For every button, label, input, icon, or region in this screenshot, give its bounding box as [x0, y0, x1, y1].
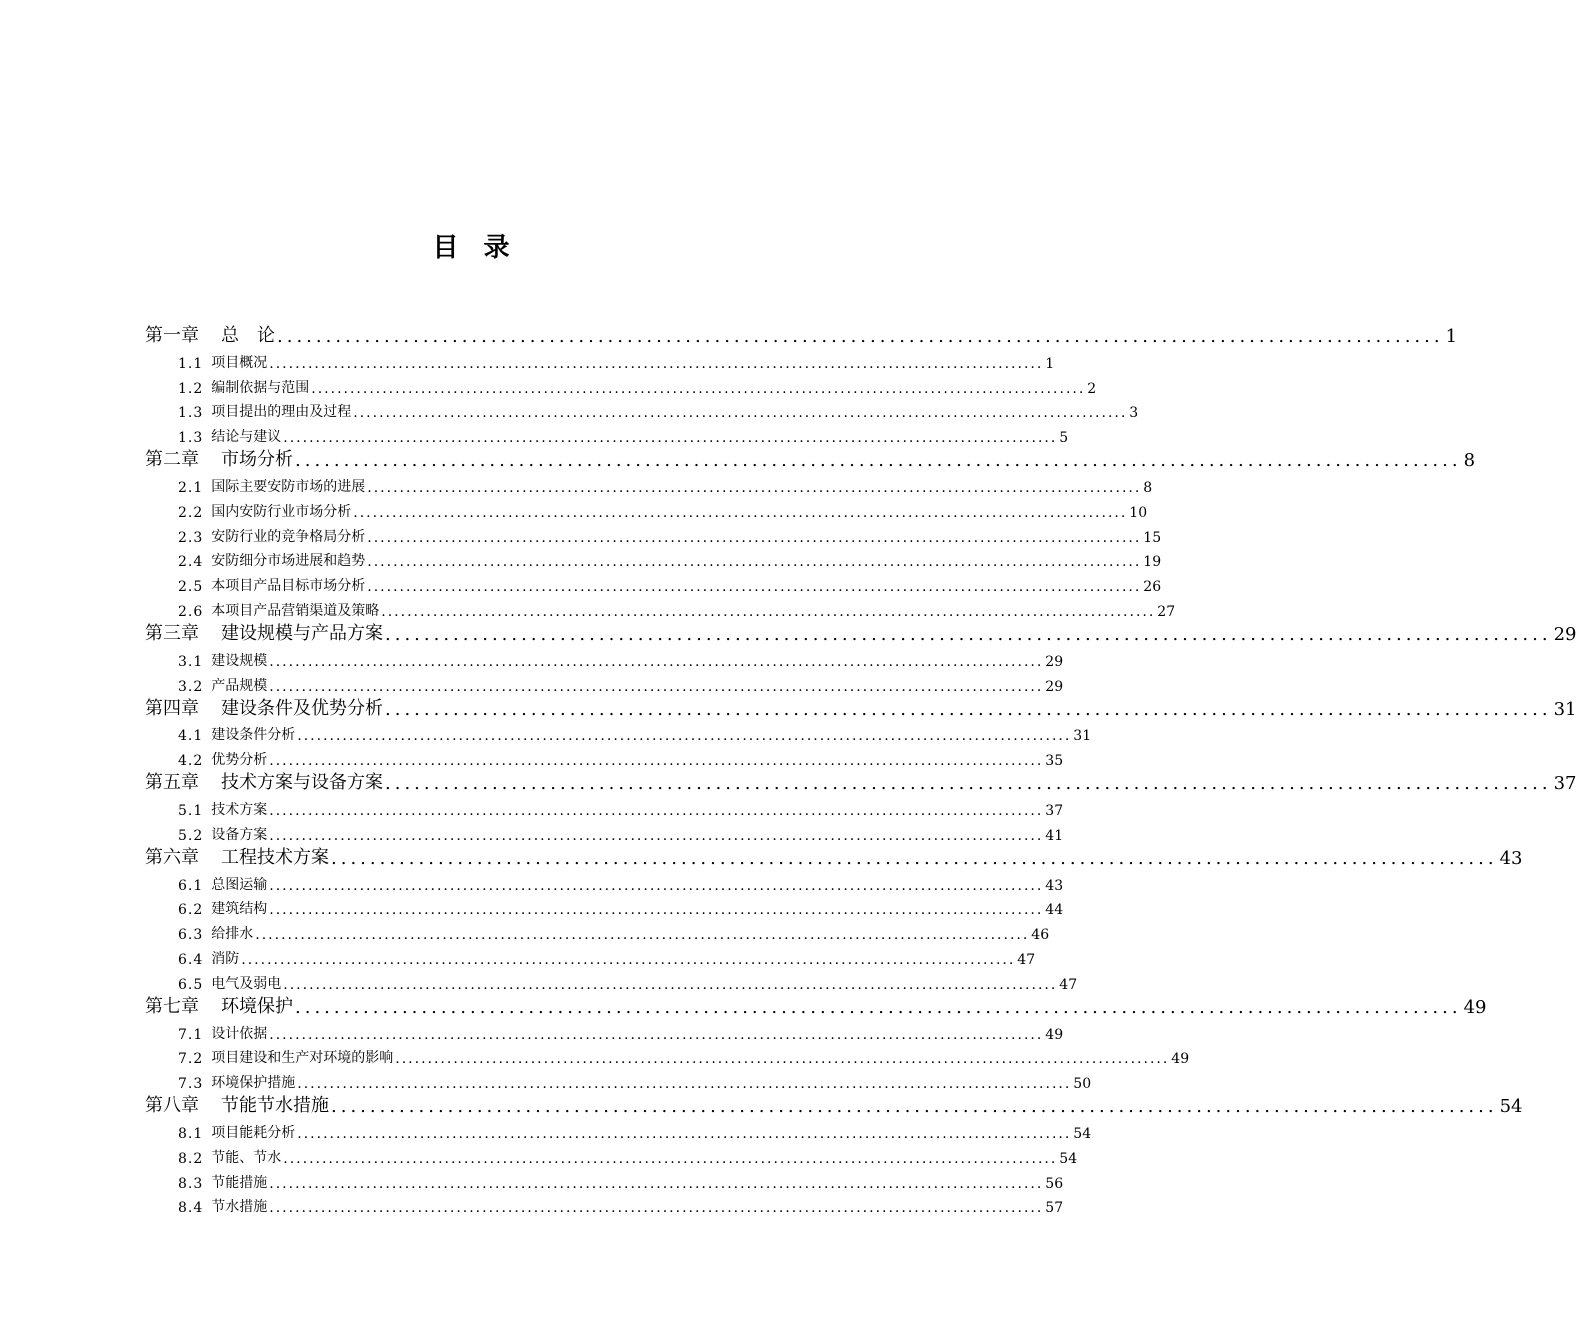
toc-section-entry[interactable]	[145, 1067, 1092, 1093]
toc-dot-leader: ........................................................................................................................	[331, 847, 1498, 869]
toc-entry-title: 节能、节水	[211, 1149, 282, 1166]
toc-entry-title: 技术方案	[211, 801, 268, 818]
toc-page-number: 54	[1059, 1150, 1078, 1167]
toc-entry-number: 8.4	[178, 1200, 204, 1217]
toc-entry-number: 1.3	[178, 430, 204, 447]
toc-entry-number: 6.3	[178, 927, 204, 944]
toc-dot-leader: ........................................................................................................................	[295, 996, 1462, 1018]
toc-dot-leader: ........................................................................................................................	[269, 1175, 1044, 1192]
toc-entry-number: 2.2	[178, 504, 204, 521]
toc-entry-title: 编制依据与范围	[211, 379, 310, 396]
toc-entry-number: 2.6	[178, 603, 204, 620]
toc-chapter-entry[interactable]	[145, 620, 1577, 645]
toc-section-entry[interactable]	[145, 471, 1153, 496]
toc-section-entry[interactable]	[145, 1192, 1064, 1217]
toc-page-number: 29	[1045, 678, 1064, 695]
toc-entry-title: 建设规模	[211, 652, 268, 669]
toc-section-entry[interactable]	[145, 570, 1162, 596]
toc-entry-title: 节能节水措施	[221, 1095, 329, 1117]
toc-entry-title: 给排水	[211, 926, 254, 943]
toc-page-number: 1	[1045, 355, 1055, 372]
toc-dot-leader: ........................................................................................................................	[385, 773, 1552, 795]
toc-entry-number: 1.1	[178, 355, 204, 372]
toc-entry-title: 技术方案与设备方案	[221, 772, 383, 794]
toc-entry-number: 7.2	[178, 1051, 204, 1068]
toc-page-number: 43	[1499, 847, 1523, 869]
toc-dot-leader: ........................................................................................................................	[367, 529, 1142, 546]
toc-dot-leader: ........................................................................................................................	[311, 380, 1086, 397]
toc-section-entry[interactable]	[145, 869, 1064, 894]
toc-dot-leader: ........................................................................................................................	[353, 405, 1128, 422]
toc-entry-number: 8.3	[178, 1175, 204, 1192]
toc-section-entry[interactable]	[145, 496, 1148, 521]
toc-section-entry[interactable]	[145, 918, 1050, 944]
toc-page-number: 2	[1087, 380, 1097, 397]
toc-dot-leader: ........................................................................................................................	[331, 1096, 1498, 1118]
toc-dot-leader: ........................................................................................................................	[395, 1051, 1170, 1068]
toc-dot-leader: ........................................................................................................................	[283, 976, 1058, 993]
toc-page-number: 31	[1073, 728, 1092, 745]
toc-section-entry[interactable]	[145, 968, 1078, 993]
toc-page-number: 1	[1445, 326, 1458, 347]
toc-dot-leader: ........................................................................................................................	[297, 1076, 1072, 1093]
toc-section-entry[interactable]	[145, 521, 1162, 546]
toc-page-number: 15	[1143, 529, 1162, 546]
toc-page-number: 49	[1045, 1026, 1064, 1043]
toc-entry-number: 第七章	[145, 995, 199, 1017]
table-of-contents	[145, 322, 1577, 1217]
toc-page-number: 57	[1045, 1200, 1064, 1217]
toc-page-number: 3	[1129, 405, 1139, 422]
toc-chapter-entry[interactable]	[145, 769, 1577, 795]
toc-section-entry[interactable]	[145, 819, 1064, 844]
toc-page-number: 19	[1143, 554, 1162, 571]
toc-dot-leader: ........................................................................................................................	[367, 479, 1142, 496]
toc-entry-number: 6.4	[178, 951, 204, 968]
toc-section-entry[interactable]	[145, 794, 1064, 819]
toc-entry-number: 4.1	[178, 728, 204, 745]
toc-entry-number: 第四章	[145, 697, 199, 719]
toc-entry-number: 第八章	[145, 1095, 199, 1117]
toc-entry-number: 7.1	[178, 1026, 204, 1043]
toc-chapter-entry[interactable]	[145, 993, 1487, 1018]
toc-dot-leader: ........................................................................................................................	[381, 603, 1156, 620]
toc-entry-number: 第一章	[145, 325, 199, 346]
toc-chapter-entry[interactable]	[145, 322, 1458, 347]
toc-entry-number: 第五章	[145, 772, 199, 794]
toc-section-entry[interactable]	[145, 546, 1162, 571]
toc-entry-number: 2.4	[178, 554, 204, 571]
toc-section-entry[interactable]	[145, 943, 1036, 968]
toc-dot-leader: ........................................................................................................................	[297, 1125, 1072, 1142]
toc-entry-number: 1.3	[178, 405, 204, 422]
toc-dot-leader: ........................................................................................................................	[353, 504, 1128, 521]
toc-page-number: 31	[1553, 698, 1577, 720]
toc-entry-number: 6.2	[178, 902, 204, 919]
toc-entry-number: 第二章	[145, 449, 199, 471]
toc-page-number: 47	[1059, 976, 1078, 993]
toc-entry-title: 消防	[211, 950, 240, 967]
toc-section-entry[interactable]	[145, 1167, 1064, 1192]
toc-entry-number: 2.3	[178, 529, 204, 546]
toc-entry-number: 1.2	[178, 380, 204, 397]
toc-section-entry[interactable]	[145, 1117, 1092, 1142]
toc-page-number: 46	[1031, 927, 1050, 944]
toc-page-number: 27	[1157, 603, 1176, 620]
toc-dot-leader: ........................................................................................................................	[255, 927, 1030, 944]
toc-section-entry[interactable]	[145, 421, 1069, 447]
toc-entry-number: 2.5	[178, 579, 204, 596]
toc-chapter-entry[interactable]	[145, 1092, 1523, 1118]
toc-entry-number: 6.5	[178, 976, 204, 993]
toc-section-entry[interactable]	[145, 397, 1139, 422]
toc-page-number: 49	[1171, 1051, 1190, 1068]
toc-entry-title: 本项目产品目标市场分析	[211, 578, 366, 595]
toc-section-entry[interactable]	[145, 372, 1097, 397]
toc-page-number: 29	[1553, 623, 1577, 645]
toc-entry-title: 项目能耗分析	[211, 1124, 296, 1141]
toc-entry-title: 总图运输	[211, 876, 268, 893]
toc-entry-title: 节水措施	[211, 1199, 268, 1216]
toc-entry-number: 3.1	[178, 653, 204, 670]
toc-dot-leader: ........................................................................................................................	[367, 579, 1142, 596]
toc-dot-leader: ........................................................................................................................	[269, 1026, 1044, 1043]
toc-dot-leader: ........................................................................................................................	[283, 430, 1058, 447]
toc-entry-title: 设计依据	[211, 1025, 268, 1042]
toc-chapter-entry[interactable]	[145, 695, 1577, 720]
toc-entry-title: 优势分析	[211, 752, 268, 769]
toc-entry-title: 国际主要安防市场的进展	[211, 478, 366, 495]
toc-page-number: 54	[1073, 1125, 1092, 1142]
toc-entry-number: 第六章	[145, 846, 199, 868]
toc-entry-title: 本项目产品营销渠道及策略	[211, 602, 380, 619]
toc-dot-leader: ........................................................................................................................	[283, 1150, 1058, 1167]
toc-dot-leader: ........................................................................................................................	[269, 802, 1044, 819]
toc-dot-leader: ........................................................................................................................	[367, 554, 1142, 571]
toc-entry-title: 项目提出的理由及过程	[211, 404, 352, 421]
toc-entry-title: 工程技术方案	[221, 846, 329, 868]
toc-dot-leader: ........................................................................................................................	[277, 326, 1444, 347]
toc-entry-title: 安防行业的竞争格局分析	[211, 528, 366, 545]
toc-entry-title: 建设规模与产品方案	[221, 622, 383, 644]
toc-entry-number: 6.1	[178, 877, 204, 894]
toc-dot-leader: ........................................................................................................................	[295, 450, 1462, 472]
toc-page-number: 43	[1045, 877, 1064, 894]
toc-section-entry[interactable]	[145, 347, 1055, 372]
toc-dot-leader: ........................................................................................................................	[269, 753, 1044, 770]
toc-page-number: 49	[1463, 996, 1487, 1018]
toc-dot-leader: ........................................................................................................................	[269, 902, 1044, 919]
toc-page-number: 8	[1463, 450, 1476, 472]
toc-entry-number: 第三章	[145, 622, 199, 644]
toc-entry-title: 建设条件及优势分析	[221, 697, 383, 719]
toc-page-number: 56	[1045, 1175, 1064, 1192]
toc-entry-title: 项目建设和生产对环境的影响	[211, 1050, 394, 1067]
toc-section-entry[interactable]	[145, 1043, 1190, 1068]
toc-entry-title: 结论与建议	[211, 429, 282, 446]
toc-section-entry[interactable]	[145, 720, 1092, 745]
toc-dot-leader: ........................................................................................................................	[297, 728, 1072, 745]
toc-page-number: 10	[1129, 504, 1148, 521]
toc-section-entry[interactable]	[145, 894, 1064, 919]
toc-dot-leader: ........................................................................................................................	[269, 827, 1044, 844]
toc-page-number: 5	[1059, 430, 1069, 447]
toc-section-entry[interactable]	[145, 1018, 1064, 1043]
toc-entry-title: 设备方案	[211, 826, 268, 843]
toc-entry-number: 8.2	[178, 1150, 204, 1167]
toc-dot-leader: ........................................................................................................................	[241, 951, 1016, 968]
toc-entry-number: 7.3	[178, 1076, 204, 1093]
toc-entry-title: 国内安防行业市场分析	[211, 503, 352, 520]
toc-entry-title: 总 论	[221, 325, 275, 346]
toc-dot-leader: ........................................................................................................................	[269, 877, 1044, 894]
toc-entry-title: 产品规模	[211, 677, 268, 694]
toc-page-number: 29	[1045, 653, 1064, 670]
toc-chapter-entry[interactable]	[145, 844, 1523, 869]
toc-page-number: 37	[1045, 802, 1064, 819]
toc-page-number: 8	[1143, 479, 1153, 496]
toc-section-entry[interactable]	[145, 645, 1064, 670]
toc-page-number: 54	[1499, 1096, 1523, 1118]
toc-page-number: 41	[1045, 827, 1064, 844]
toc-entry-title: 安防细分市场进展和趋势	[211, 553, 366, 570]
toc-chapter-entry[interactable]	[145, 446, 1476, 472]
toc-section-entry[interactable]	[145, 670, 1064, 695]
toc-entry-title: 项目概况	[211, 354, 268, 371]
toc-entry-number: 5.1	[178, 802, 204, 819]
toc-entry-title: 环境保护措施	[211, 1075, 296, 1092]
toc-page-number: 37	[1553, 773, 1577, 795]
toc-page-number: 44	[1045, 902, 1064, 919]
toc-entry-title: 环境保护	[221, 995, 293, 1017]
toc-section-entry[interactable]	[145, 744, 1064, 770]
toc-entry-title: 节能措施	[211, 1174, 268, 1191]
toc-dot-leader: ........................................................................................................................	[269, 1200, 1044, 1217]
toc-page-number: 26	[1143, 579, 1162, 596]
toc-page-number: 50	[1073, 1076, 1092, 1093]
toc-entry-number: 8.1	[178, 1125, 204, 1142]
toc-entry-title: 电气及弱电	[211, 975, 282, 992]
toc-dot-leader: ........................................................................................................................	[385, 698, 1552, 720]
toc-entry-title: 建筑结构	[211, 901, 268, 918]
toc-dot-leader: ........................................................................................................................	[269, 653, 1044, 670]
toc-entry-number: 4.2	[178, 753, 204, 770]
toc-page-number: 47	[1017, 951, 1036, 968]
toc-entry-number: 5.2	[178, 827, 204, 844]
toc-dot-leader: ........................................................................................................................	[269, 355, 1044, 372]
toc-page-number: 35	[1045, 753, 1064, 770]
toc-dot-leader: ........................................................................................................................	[385, 623, 1552, 645]
toc-entry-title: 建设条件分析	[211, 727, 296, 744]
toc-dot-leader: ........................................................................................................................	[269, 678, 1044, 695]
toc-section-entry[interactable]	[145, 595, 1176, 620]
toc-entry-number: 2.1	[178, 479, 204, 496]
toc-section-entry[interactable]	[145, 1142, 1078, 1167]
toc-entry-number: 3.2	[178, 678, 204, 695]
toc-entry-title: 市场分析	[221, 449, 293, 471]
page-title: 目 录	[432, 233, 518, 263]
